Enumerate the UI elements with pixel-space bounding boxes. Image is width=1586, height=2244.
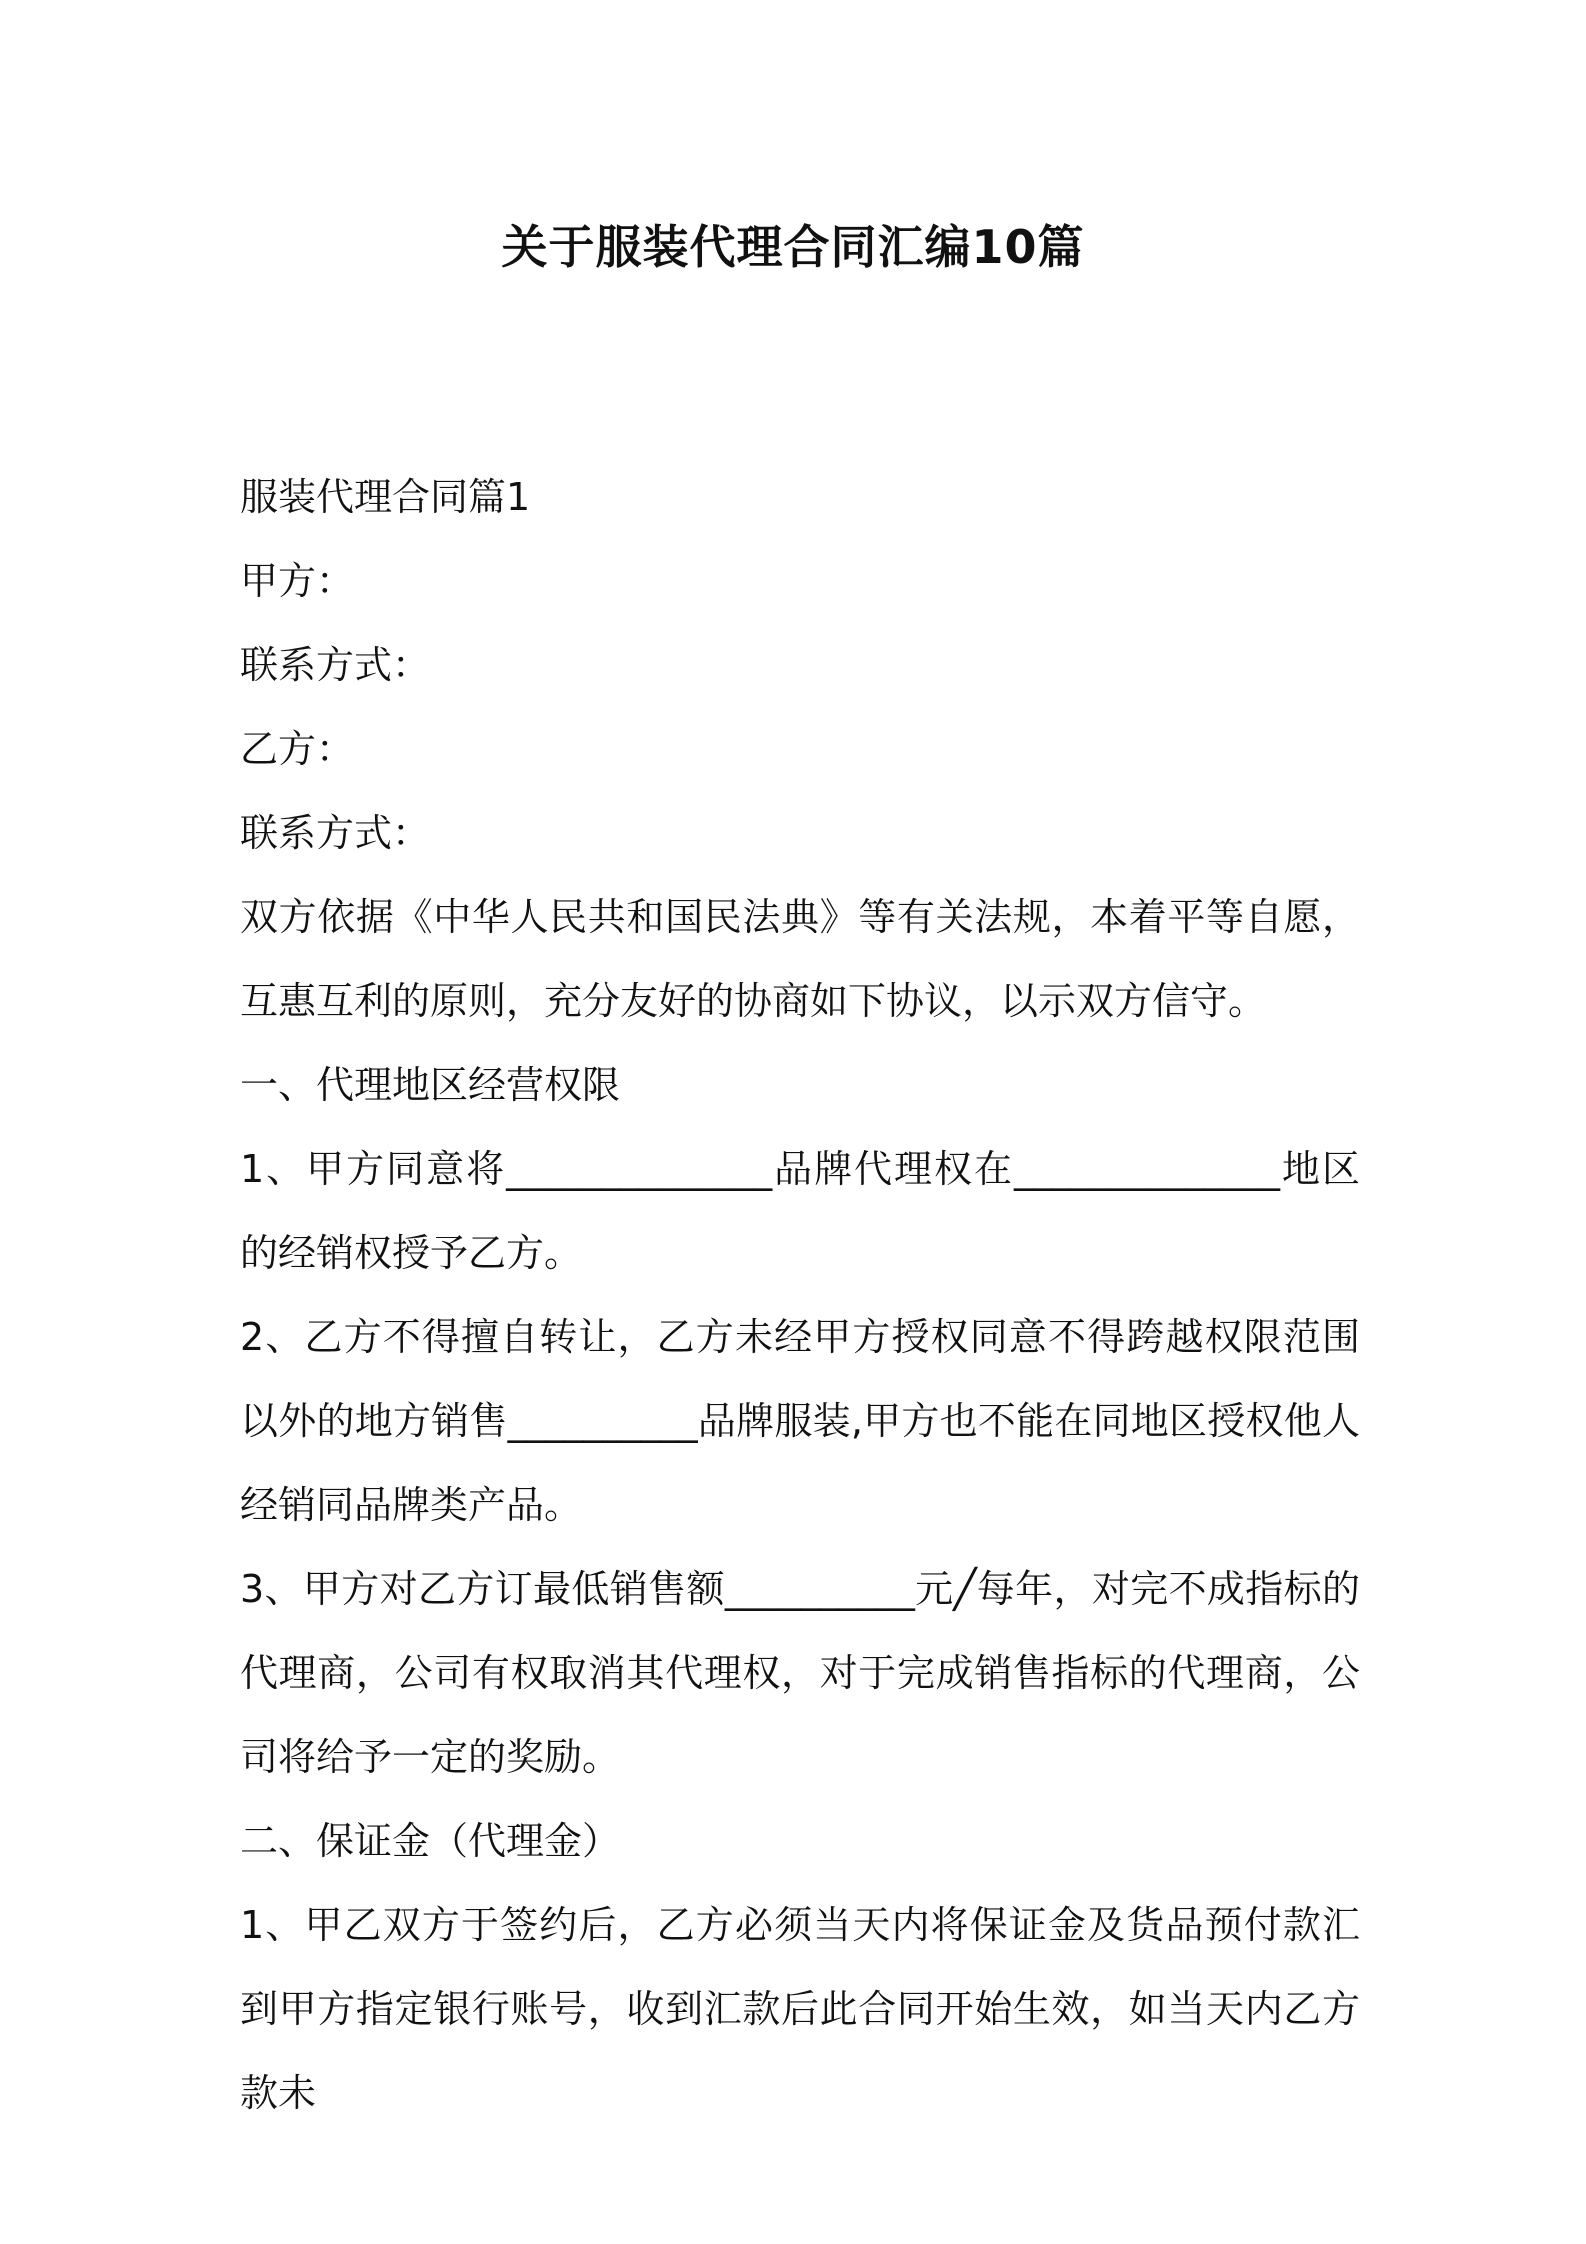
document-body — [240, 455, 1360, 2135]
clause-2-1: 1、甲乙双方于签约后，乙方必须当天内将保证金及货品预付款汇到甲方指定银行账号，收到汇款后此合同开始生效，如当天内乙方款未 — [240, 1903, 1360, 2115]
party-a-contact-label: 联系方式： — [240, 643, 431, 687]
section-heading-deposit: 二、保证金（代理金） — [240, 1819, 621, 1863]
document-title: 关于服装代理合同汇编10篇 — [501, 220, 1085, 274]
party-a-label: 甲方： — [240, 559, 355, 603]
party-b-label: 乙方： — [240, 727, 355, 771]
clause-1-2: 2、乙方不得擅自转让，乙方未经甲方授权同意不得跨越权限范围以外的地方销售__________品牌服装,甲方也不能在同地区授权他人经销同品牌类产品。 — [240, 1315, 1360, 1527]
preamble-paragraph: 双方依据《中华人民共和国民法典》等有关法规，本着平等自愿，互惠互利的原则，充分友好的协商如下协议，以示双方信守。 — [240, 895, 1360, 1023]
section-heading-contract-1: 服装代理合同篇1 — [240, 475, 531, 519]
clause-1-3: 3、甲方对乙方订最低销售额__________元╱每年，对完不成指标的代理商，公司有权取消其代理权，对于完成销售指标的代理商，公司将给予一定的奖励。 — [240, 1567, 1360, 1779]
section-heading-agency-scope: 一、代理地区经营权限 — [240, 1063, 621, 1107]
party-b-contact-label: 联系方式： — [240, 811, 431, 855]
clause-1-1: 1、甲方同意将______________品牌代理权在______________地区的经销权授予乙方。 — [240, 1147, 1360, 1275]
